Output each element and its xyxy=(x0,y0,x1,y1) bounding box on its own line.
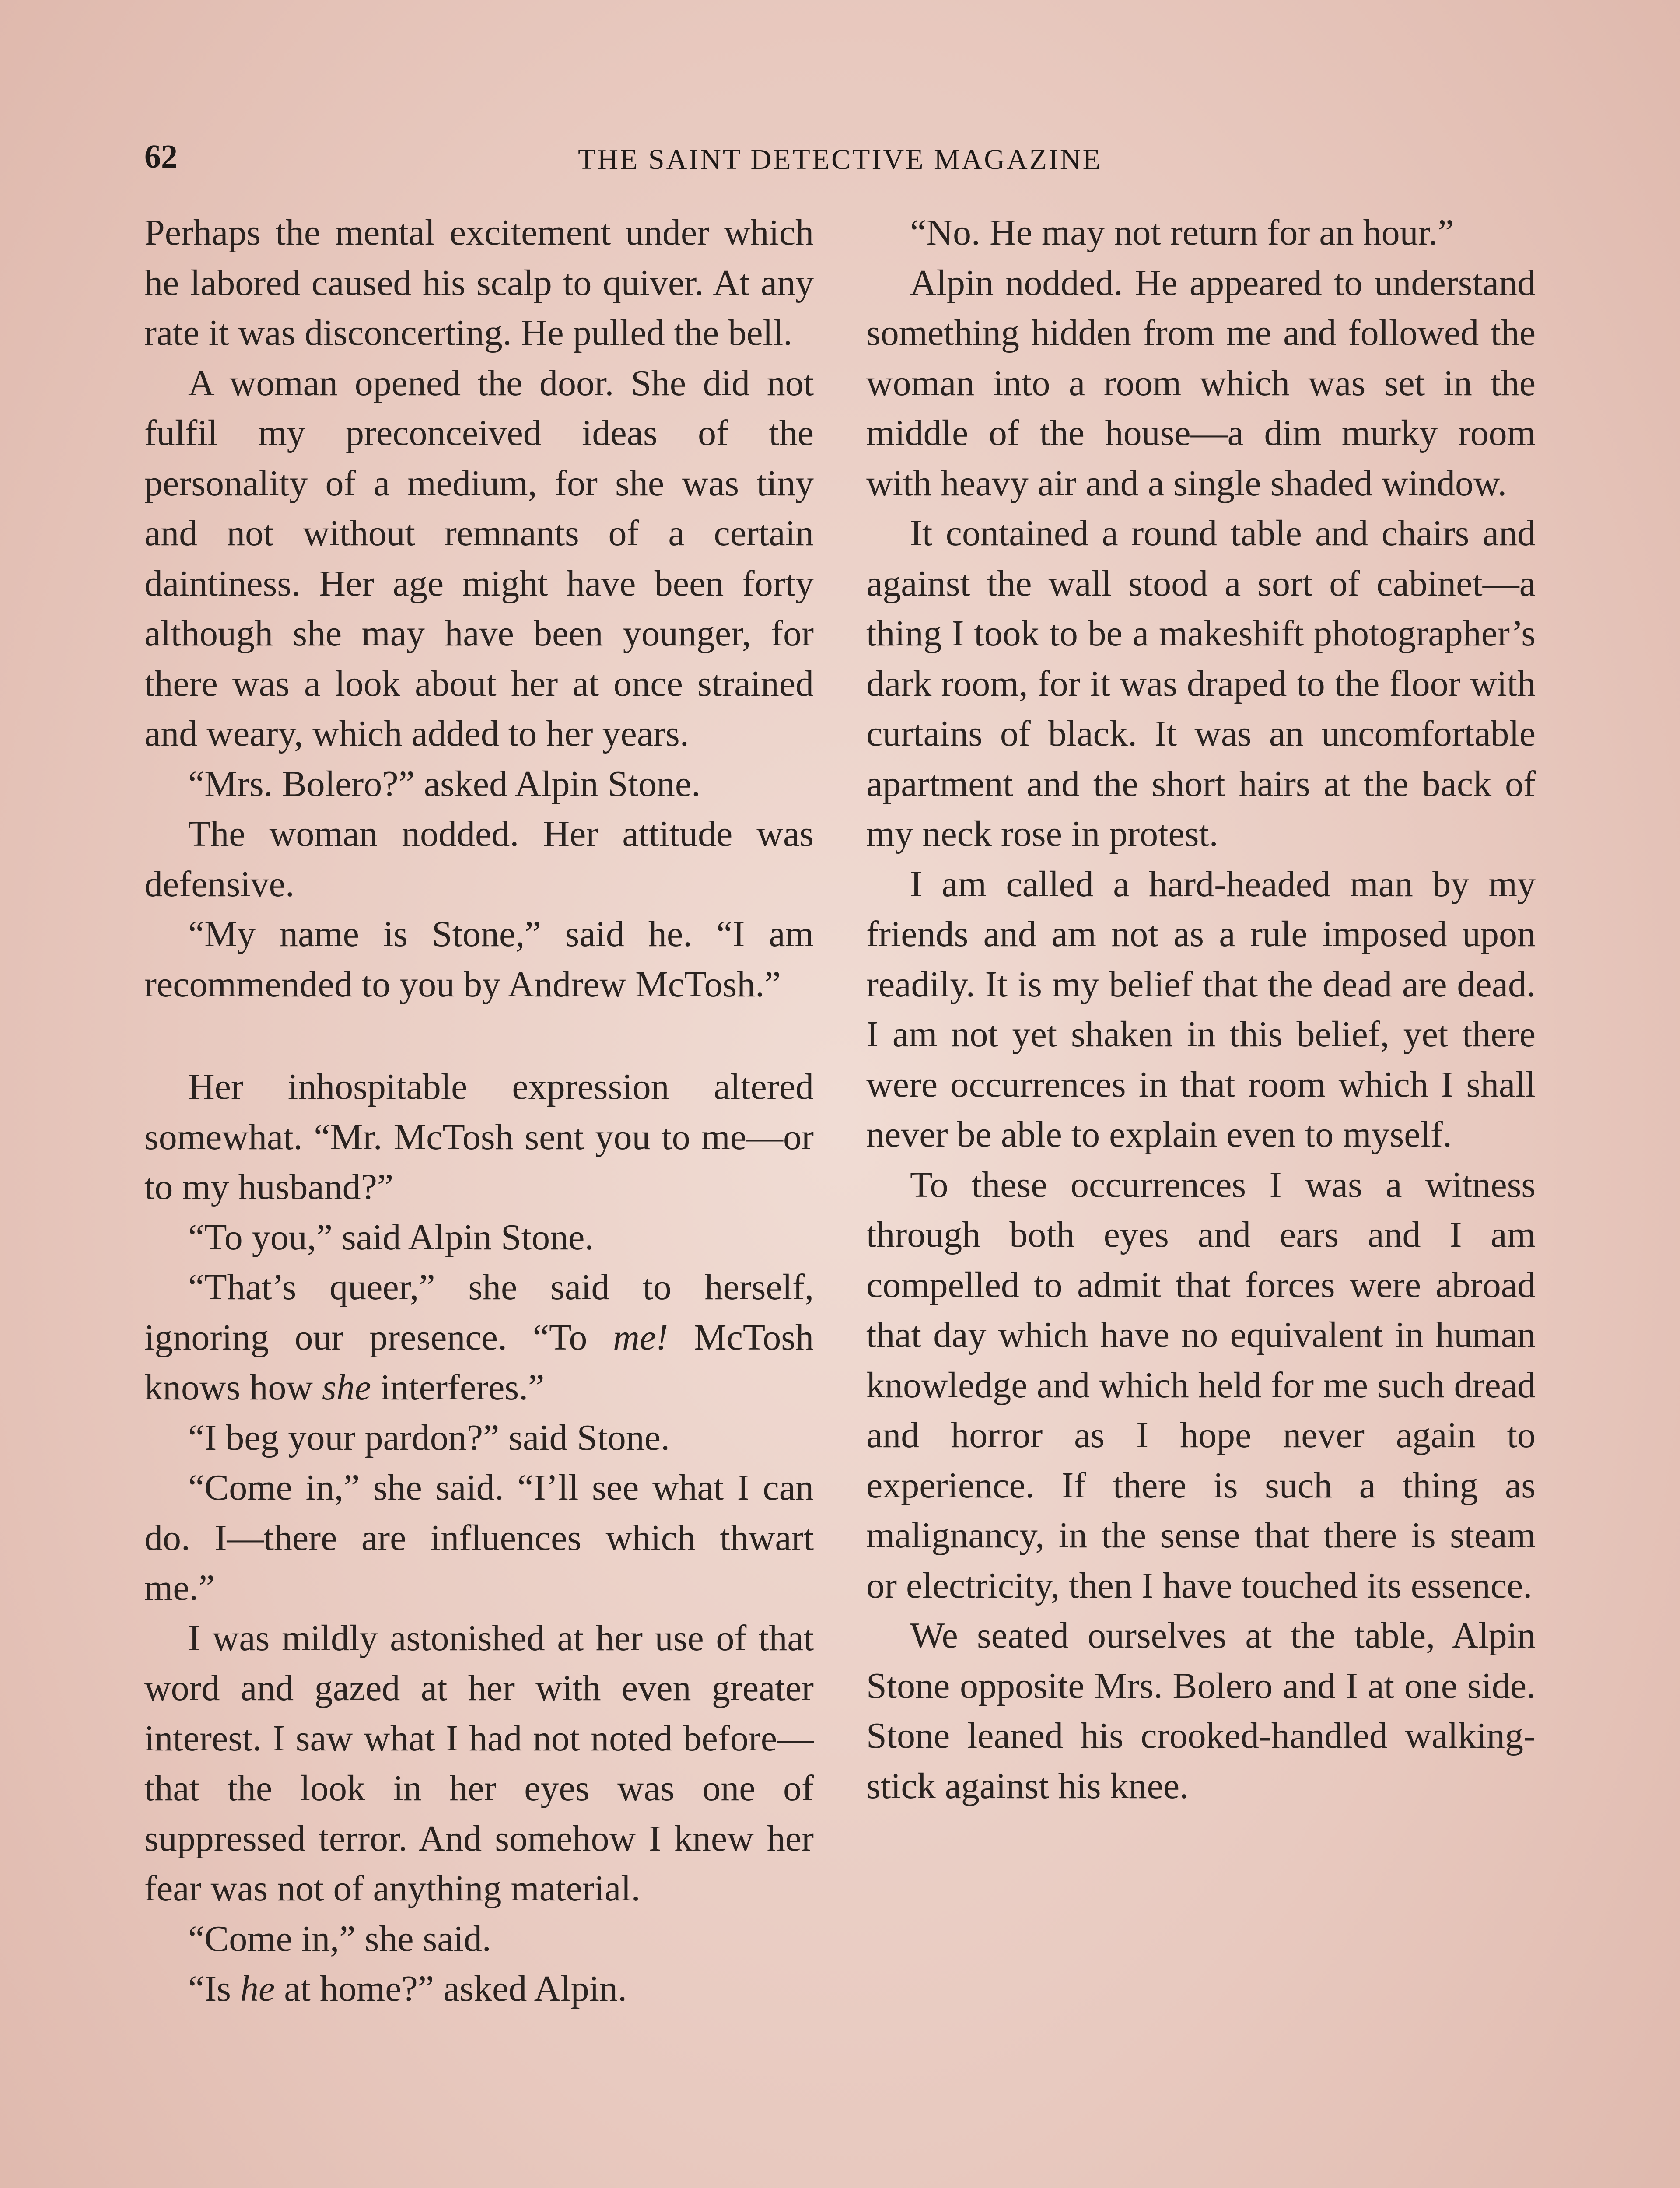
text-run: “That’s queer,” she said to herself, ignoring our presence. “To xyxy=(144,1267,814,1358)
italic-word: she xyxy=(322,1367,371,1408)
paragraph: “Come in,” she said. xyxy=(188,1918,491,1959)
paragraph: “I beg your pardon?” said Stone. xyxy=(188,1417,670,1458)
text-run: interferes.” xyxy=(371,1367,545,1408)
page-number: 62 xyxy=(144,138,178,175)
paragraph: “Mrs. Bolero?” asked Alpin Stone. xyxy=(188,763,701,804)
running-title: THE SAINT DETECTIVE MAGAZINE xyxy=(578,144,1102,175)
paragraph xyxy=(144,1262,814,1413)
paragraph: To these occurrences I was a witness through both eyes and ears and I am compelled to admit that forces were abroad that day which have no equivalent in human knowledge and which held for me such dread and horror as I hope never again to experience. If there is such a thing as malignancy, in the sense that there is steam or electricity, then I have touched its essence. xyxy=(866,1164,1536,1606)
paragraph: A woman opened the door. She did not fulfil my preconceived ideas of the personality of a medium, for she was tiny and not without remnants of a certain daintiness. Her age might have been forty although she may have been younger, for there was a look about her at once strained and weary, which added to her years. xyxy=(144,362,814,754)
paragraph: We seated ourselves at the table, Alpin Stone opposite Mrs. Bolero and I at one side. Stone leaned his crooked-handled walking-stick against his knee. xyxy=(866,1615,1536,1806)
text-run: McTosh knows how xyxy=(144,1317,814,1408)
italic-word: he xyxy=(240,1968,275,2009)
text-run: “Is xyxy=(188,1968,240,2009)
paragraph xyxy=(144,1964,814,2014)
paragraph: Her inhospitable expression altered somewhat. “Mr. McTosh sent you to me—or to my husband?” xyxy=(144,1066,814,1207)
paragraph: Alpin nodded. He appeared to understand something hidden from me and followed the woman into a room which was set in the middle of the house—a dim murky room with heavy air and a single shaded window. xyxy=(866,262,1536,504)
page-header xyxy=(144,138,1536,186)
paragraph: “No. He may not return for an hour.” xyxy=(910,212,1454,253)
right-column xyxy=(866,208,1536,1811)
text-run: at home?” asked Alpin. xyxy=(275,1968,627,2009)
paragraph: Perhaps the mental excitement under which he labored caused his scalp to quiver. At any rate it was disconcerting. He pulled the bell. xyxy=(144,212,814,353)
paragraph: I am called a hard-headed man by my friends and am not as a rule imposed upon readily. It is my belief that the dead are dead. I am not yet shaken in this belief, yet there were occurrences in that room which I shall never be able to explain even to myself. xyxy=(866,863,1536,1155)
paragraph: The woman nodded. Her attitude was defensive. xyxy=(144,813,814,905)
paragraph: I was mildly astonished at her use of that word and gazed at her with even greater interest. I saw what I had not noted before—that the look in her eyes was one of suppressed terror. And somehow I knew her fear was not of anything material. xyxy=(144,1617,814,1909)
paragraph: “My name is Stone,” said he. “I am recommended to you by Andrew McTosh.” xyxy=(144,914,814,1005)
left-column xyxy=(144,208,814,2014)
paragraph: “Come in,” she said. “I’ll see what I can do. I—there are influences which thwart me.” xyxy=(144,1467,814,1608)
italic-word: me! xyxy=(613,1317,668,1358)
paragraph: “To you,” said Alpin Stone. xyxy=(188,1217,594,1258)
paragraph: It contained a round table and chairs and against the wall stood a sort of cabinet—a thing I took to be a makeshift photographer’s dark room, for it was draped to the floor with curtains of black. It was an uncomfortable apartment and the short hairs at the back of my neck rose in protest. xyxy=(866,513,1536,854)
